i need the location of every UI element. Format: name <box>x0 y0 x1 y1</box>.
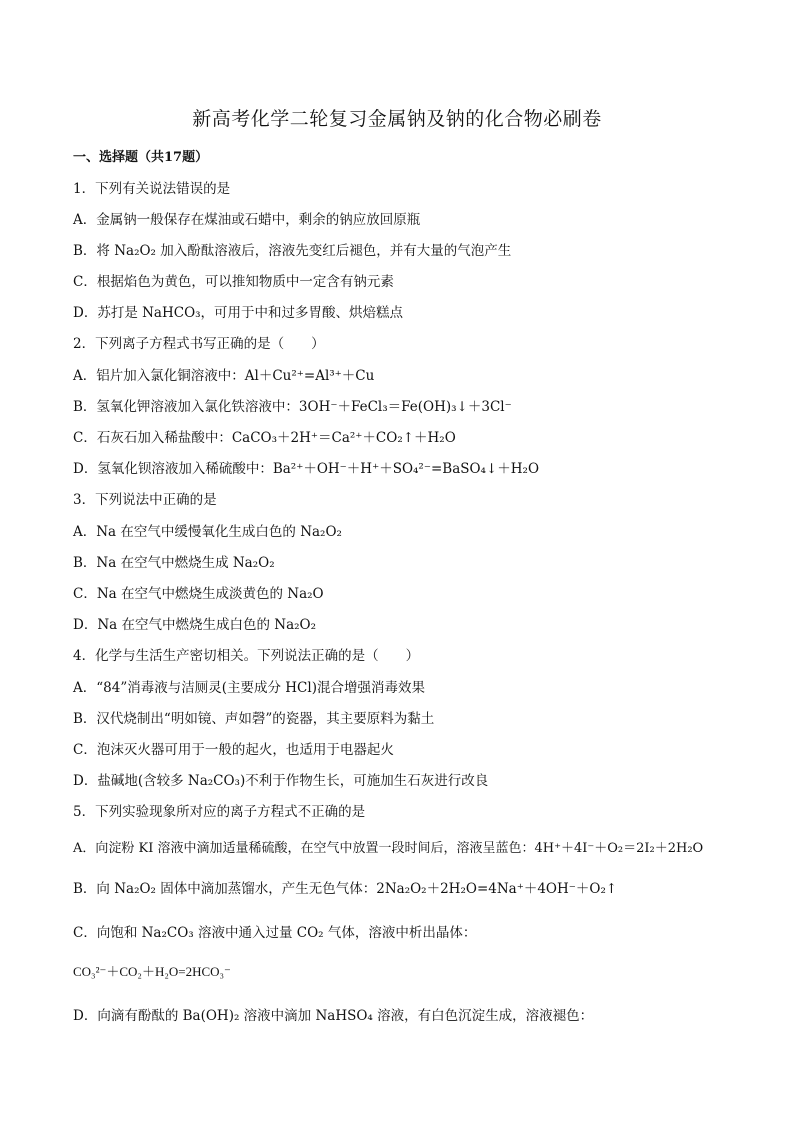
question-3-option-a: A．Na 在空气中缓慢氧化生成白色的 Na₂O₂ <box>73 524 342 540</box>
question-1-stem: 1．下列有关说法错误的是 <box>73 181 231 197</box>
page-title: 新高考化学二轮复习金属钠及钠的化合物必刷卷 <box>192 108 602 130</box>
question-5-option-c-equation: CO₃²⁻＋CO₂＋H₂O=2HCO₃⁻ <box>73 964 231 979</box>
question-3-option-c: C．Na 在空气中燃烧生成淡黄色的 Na₂O <box>73 586 324 602</box>
question-3-stem: 3．下列说法中正确的是 <box>73 492 217 508</box>
question-1-option-b: B．将 Na₂O₂ 加入酚酞溶液后，溶液先变红后褪色，并有大量的气泡产生 <box>73 243 512 259</box>
question-4-stem: 4．化学与生活生产密切相关。下列说法正确的是（ ） <box>73 648 420 664</box>
question-5-stem: 5．下列实验现象所对应的离子方程式不正确的是 <box>73 804 366 820</box>
question-2-option-c: C．石灰石加入稀盐酸中：CaCO₃＋2H⁺＝Ca²⁺＋CO₂↑＋H₂O <box>73 430 456 446</box>
question-4-option-d: D．盐碱地(含较多 Na₂CO₃)不利于作物生长，可施加生石灰进行改良 <box>73 773 489 789</box>
question-5-option-d: D．向滴有酚酞的 Ba(OH)₂ 溶液中滴加 NaHSO₄ 溶液，有白色沉淀生成，溶液褪色： <box>73 1008 594 1024</box>
question-2-option-b: B．氢氧化钾溶液加入氯化铁溶液中：3OH⁻＋FeCl₃＝Fe(OH)₃↓＋3Cl⁻ <box>73 399 512 415</box>
question-4-option-c: C．泡沫灭火器可用于一般的起火，也适用于电器起火 <box>73 742 394 758</box>
question-3-option-d: D．Na 在空气中燃烧生成白色的 Na₂O₂ <box>73 617 317 633</box>
question-3-option-b: B．Na 在空气中燃烧生成 Na₂O₂ <box>73 555 275 571</box>
question-2-stem: 2．下列离子方程式书写正确的是（ ） <box>73 336 325 352</box>
question-4-option-a: A．“84”消毒液与洁厕灵(主要成分 HCl)混合增强消毒效果 <box>73 680 425 696</box>
question-5-option-b: B．向 Na₂O₂ 固体中滴加蒸馏水，产生无色气体：2Na₂O₂＋2H₂O=4Na⁺＋4OH⁻＋O₂↑ <box>73 881 618 897</box>
question-4-option-b: B．汉代烧制出“明如镜、声如磬”的瓷器，其主要原料为黏土 <box>73 711 435 727</box>
question-2-option-d: D．氢氧化钡溶液加入稀硫酸中：Ba²⁺＋OH⁻＋H⁺＋SO₄²⁻=BaSO₄↓＋H₂O <box>73 461 540 477</box>
question-2-option-a: A．铝片加入氯化铜溶液中：Al＋Cu²⁺=Al³⁺＋Cu <box>73 368 375 384</box>
question-1-option-c: C．根据焰色为黄色，可以推知物质中一定含有钠元素 <box>73 274 394 290</box>
question-1-option-a: A．金属钠一般保存在煤油或石蜡中，剩余的钠应放回原瓶 <box>73 212 421 228</box>
question-5-option-c: C．向饱和 Na₂CO₃ 溶液中通入过量 CO₂ 气体，溶液中析出晶体： <box>73 925 477 941</box>
question-5-option-a: A．向淀粉 KI 溶液中滴加适量稀硫酸，在空气中放置一段时间后，溶液呈蓝色：4H⁺＋4I⁻＋O₂＝2I₂＋2H₂O <box>73 841 704 856</box>
section-heading: 一、选择题（共17题） <box>73 150 209 165</box>
question-1-option-d: D．苏打是 NaHCO₃，可用于中和过多胃酸、烘焙糕点 <box>73 305 404 321</box>
